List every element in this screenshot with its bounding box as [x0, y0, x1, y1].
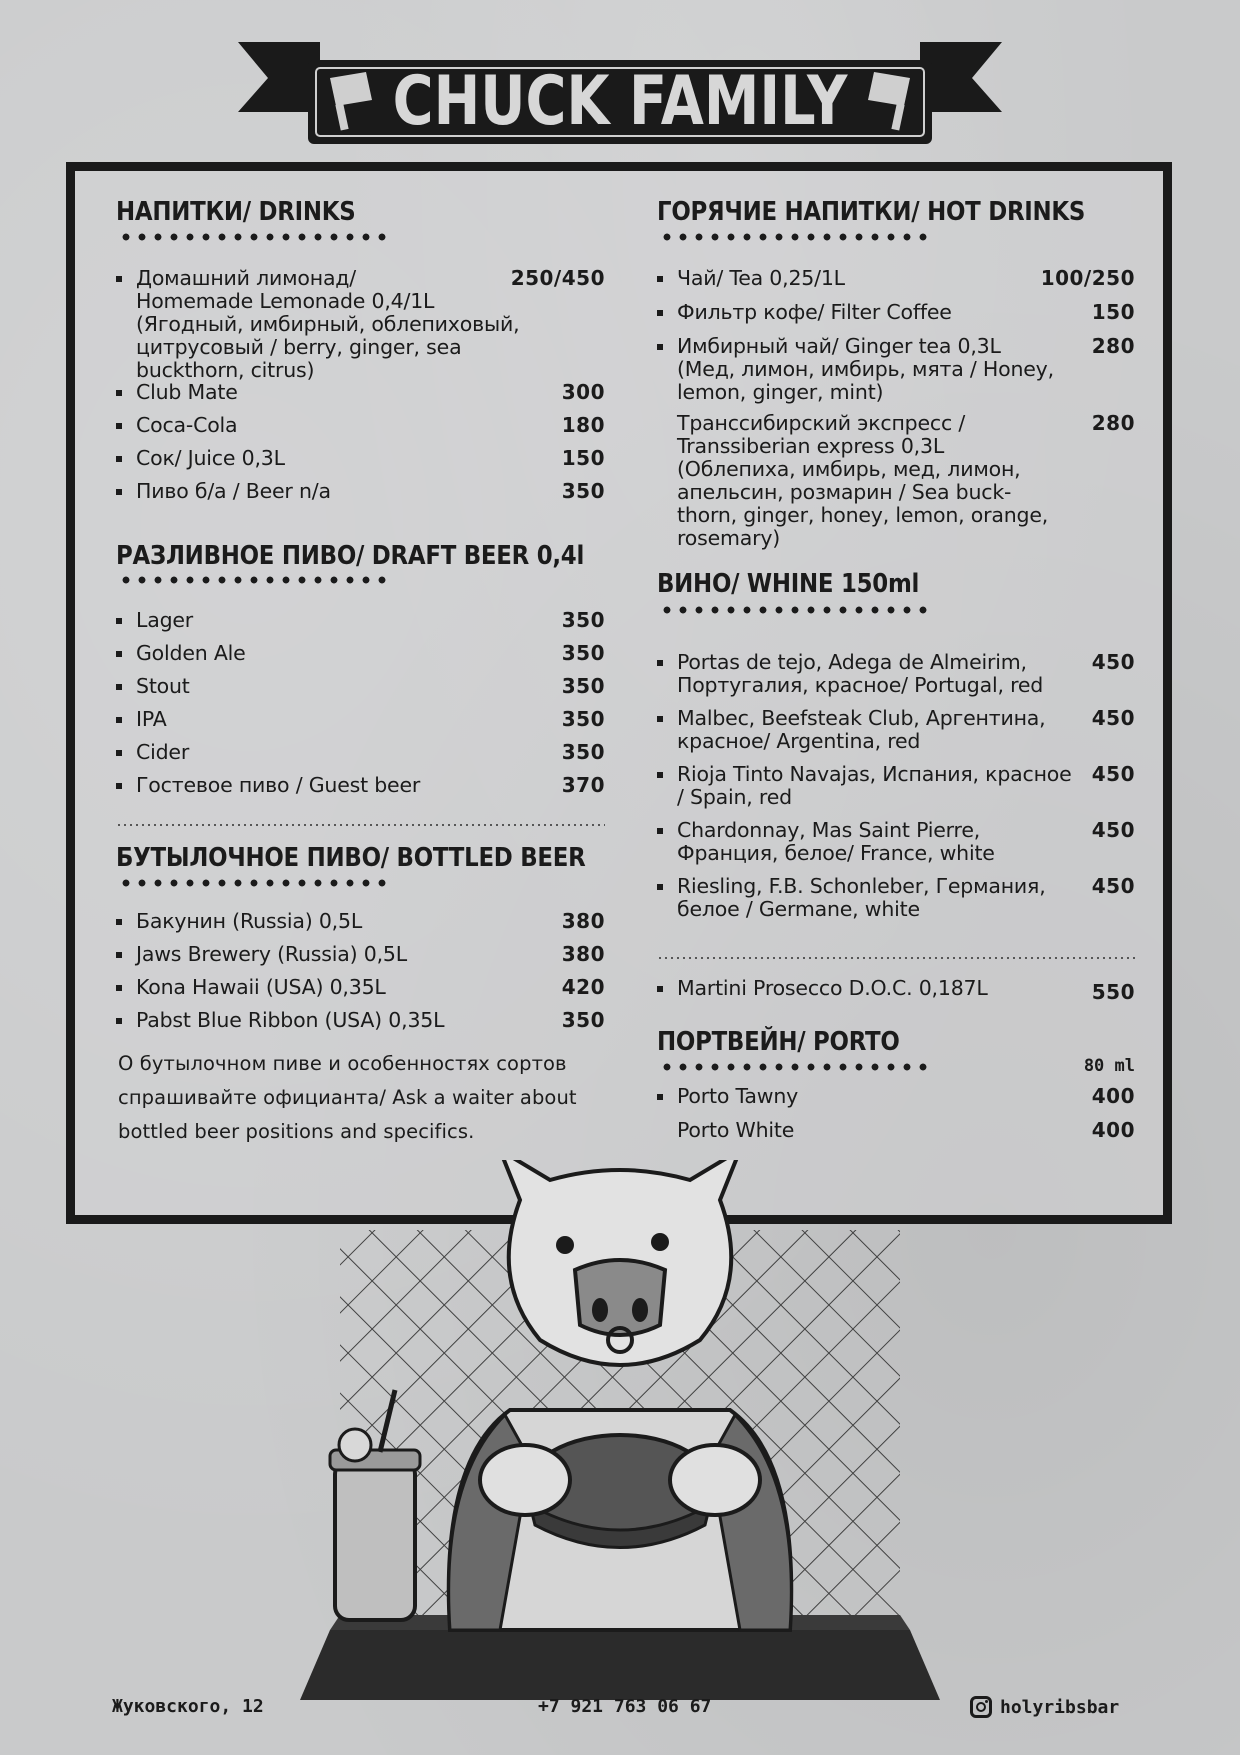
item-name: Pabst Blue Ribbon (USA) 0,35L	[136, 1008, 445, 1032]
bullet	[116, 1018, 122, 1024]
header-banner	[238, 38, 1002, 150]
bullet	[116, 985, 122, 991]
bullet	[116, 750, 122, 756]
item-name: Golden Ale	[136, 641, 246, 665]
item-name: Фильтр кофе/ Filter Coffee	[677, 300, 952, 324]
item-name: Пиво б/а / Beer n/a	[136, 479, 331, 503]
bullet	[116, 423, 122, 429]
item-name: Porto Tawny	[677, 1084, 799, 1108]
bullet	[116, 684, 122, 690]
footer-address: Жуковского, 12	[112, 1696, 264, 1717]
item-name: Martini Prosecco D.O.C. 0,187L	[677, 976, 988, 1000]
bullet	[116, 651, 122, 657]
bullet	[657, 660, 663, 666]
bottled-heading: БУТЫЛОЧНОЕ ПИВО/ BOTTLED BEER	[116, 843, 586, 873]
item-price: 350	[561, 707, 605, 731]
wine-heading: ВИНО/ WHINE 150ml	[657, 569, 920, 599]
item-name: IPA	[136, 707, 167, 731]
bottled-note: О бутылочном пиве и особенностях сортов спрашивайте официанта/ Ask a waiter about bottled beer positions and specifics.	[118, 1052, 577, 1143]
item-price: 350	[561, 608, 605, 632]
boar-illustration	[300, 1160, 940, 1700]
bullet	[657, 276, 663, 282]
item-price: 350	[561, 479, 605, 503]
bullet	[116, 717, 122, 723]
bullet	[116, 276, 122, 282]
item-name: Kona Hawaii (USA) 0,35L	[136, 975, 386, 999]
item-price: 180	[561, 413, 605, 437]
item-price: 420	[561, 975, 605, 999]
heading-dots	[659, 606, 935, 614]
item-price: 400	[1091, 1084, 1135, 1108]
item-price: 380	[561, 909, 605, 933]
hot-drinks-heading: ГОРЯЧИЕ НАПИТКИ/ HOT DRINKS	[657, 197, 1086, 227]
item-price: 370	[561, 773, 605, 797]
bullet	[116, 456, 122, 462]
item-name: Сок/ Juice 0,3L	[136, 446, 285, 470]
item-name: Гостевое пиво / Guest beer	[136, 773, 421, 797]
item-price: 450	[1091, 762, 1135, 786]
bullet	[657, 884, 663, 890]
draft-heading: РАЗЛИВНОЕ ПИВО/ DRAFT BEER 0,4l	[116, 541, 585, 571]
item-price: 280	[1091, 411, 1135, 435]
bullet	[657, 1094, 663, 1100]
item-price: 100/250	[1040, 266, 1135, 290]
item-price: 550	[1091, 980, 1135, 1004]
item-name: Rioja Tinto Navajas, Испания, красное / Spain, red	[677, 762, 1072, 809]
heading-dots	[118, 879, 394, 887]
item-name: Coca-Cola	[136, 413, 238, 437]
bullet	[657, 828, 663, 834]
bullet	[116, 783, 122, 789]
dotted-divider	[657, 957, 1135, 959]
heading-dots	[659, 233, 935, 241]
item-name: Cider	[136, 740, 190, 764]
item-price: 450	[1091, 706, 1135, 730]
footer-instagram[interactable]	[970, 1696, 1119, 1718]
bullet	[116, 390, 122, 396]
item-name: Jaws Brewery (Russia) 0,5L	[136, 942, 407, 966]
item-price: 450	[1091, 818, 1135, 842]
bullet	[116, 489, 122, 495]
bullet	[116, 618, 122, 624]
restaurant-title: CHUCK FAMILY	[392, 62, 848, 141]
item-name: Имбирный чай/ Ginger tea 0,3L (Мед, лимон, имбирь, мята / Honey, lemon, ginger, mint)	[677, 334, 1054, 404]
item-price: 350	[561, 641, 605, 665]
item-price: 350	[561, 674, 605, 698]
porto-unit: 80 ml	[1083, 1056, 1135, 1076]
item-price: 150	[561, 446, 605, 470]
drinks-heading: НАПИТКИ/ DRINKS	[116, 197, 356, 227]
item-name: Chardonnay, Mas Saint Pierre, Франция, белое/ France, white	[677, 818, 995, 865]
instagram-handle: holyribsbar	[1000, 1696, 1120, 1718]
menu-box	[66, 162, 1172, 1224]
item-price: 350	[561, 740, 605, 764]
heading-dots	[118, 576, 394, 584]
item-price: 250/450	[510, 266, 605, 290]
porto-heading: ПОРТВЕЙН/ PORTO	[657, 1027, 900, 1057]
item-name: Portas de tejo, Adega de Almeirim, Португалия, красное/ Portugal, red	[677, 650, 1044, 697]
item-name: Stout	[136, 674, 190, 698]
item-name: Домашний лимонад/ Homemade Lemonade 0,4/1L (Ягодный, имбирный, облепиховый, цитрусовый / berry, ginger, sea buckthorn, citrus)	[136, 266, 520, 382]
item-name: Чай/ Tea 0,25/1L	[677, 266, 845, 290]
item-name: Porto White	[677, 1118, 795, 1142]
bullet	[657, 310, 663, 316]
item-price: 380	[561, 942, 605, 966]
bullet	[657, 716, 663, 722]
item-name: Club Mate	[136, 380, 238, 404]
item-price: 280	[1091, 334, 1135, 358]
bullet	[657, 986, 663, 992]
item-price: 400	[1091, 1118, 1135, 1142]
bullet	[657, 772, 663, 778]
instagram-icon	[970, 1696, 992, 1718]
item-name: Транссибирский экспресс / Transsiberian express 0,3L (Облепиха, имбирь, мед, лимон, апельсин, розмарин / Sea buck- thorn, ginger, honey, lemon, orange, rosemary)	[677, 411, 1049, 550]
item-price: 450	[1091, 650, 1135, 674]
item-name: Бакунин (Russia) 0,5L	[136, 909, 363, 933]
item-name: Lager	[136, 608, 194, 632]
bullet	[657, 344, 663, 350]
bullet	[116, 952, 122, 958]
footer-phone[interactable]: +7 921 763 06 67	[538, 1696, 712, 1717]
item-name: Riesling, F.B. Schonleber, Германия, белое / Germane, white	[677, 874, 1046, 921]
heading-dots	[659, 1063, 935, 1071]
dotted-divider	[116, 824, 605, 826]
heading-dots	[118, 233, 394, 241]
item-price: 350	[561, 1008, 605, 1032]
item-name: Malbec, Beefsteak Club, Аргентина, красное/ Argentina, red	[677, 706, 1046, 753]
bullet	[116, 919, 122, 925]
item-price: 300	[561, 380, 605, 404]
item-price: 150	[1091, 300, 1135, 324]
item-price: 450	[1091, 874, 1135, 898]
